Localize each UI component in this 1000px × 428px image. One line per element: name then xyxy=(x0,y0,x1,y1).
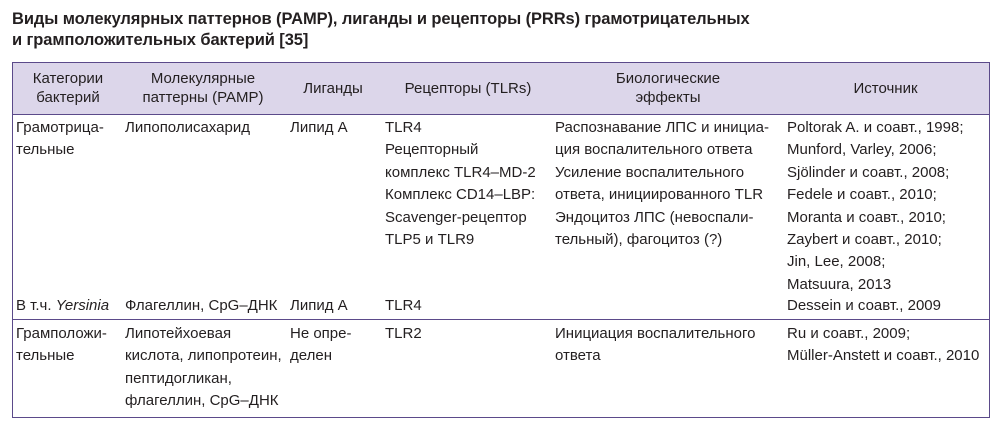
table-cell-ligand: Липид А xyxy=(290,297,348,314)
table-cell-pattern: Липотейхоевая кислота, липопротеин, пептидогликан, флагеллин, CpG–ДНК xyxy=(125,325,282,410)
table-cell-ligand: Липид А xyxy=(290,119,348,136)
header-pattern: Молекулярные паттерны (PAMP) xyxy=(142,70,264,106)
header-effect: Биологические эффекты xyxy=(615,70,721,106)
table-cell-source: Poltorak A. и соавт., 1998; Munford, Varley, 2006; Sjölinder и соавт., 2008; Fedele и соавт., 2010; Moranta и соавт., 2010; Zaybert и соавт., 2010; Jin, Lee, 2008; Matsuura, 2013 xyxy=(787,119,964,293)
table-cell-effect: Инициация воспалительного ответа xyxy=(555,325,756,365)
table-cell-effect: Распознавание ЛПС и инициа- ция воспалительного ответа Усиление воспалительного ответа, инициированного TLR Эндоцитоз ЛПС (невоспали- тельный), фагоцитоз (?) xyxy=(555,119,769,249)
header-source: Источник xyxy=(853,79,918,97)
table-title xyxy=(12,9,992,51)
data-table xyxy=(12,62,990,418)
table-cell-pattern: Липополисахарид xyxy=(125,119,250,136)
species-name: Yersinia xyxy=(55,297,110,314)
table-cell-receptor: TLR2 xyxy=(385,325,422,342)
table-header xyxy=(13,63,989,115)
table-cell-receptor: TLR4 xyxy=(385,297,422,314)
table-cell-pattern: Флагеллин, CpG–ДНК xyxy=(125,297,278,314)
table-cell-category: Грамположи- тельные xyxy=(16,325,107,365)
table-cell-source: Ru и соавт., 2009; Müller-Anstett и соавт., 2010 xyxy=(787,325,980,365)
row-divider xyxy=(13,319,989,320)
header-receptor: Рецепторы (TLRs) xyxy=(404,79,532,97)
header-category: Категории бактерий xyxy=(32,70,104,106)
table-cell-source: Dessein и соавт., 2009 xyxy=(787,297,941,314)
title-line-2: и грамположительных бактерий [35] xyxy=(12,31,309,49)
table-cell-category: Грамотрица- тельные xyxy=(16,119,104,159)
table-cell-receptor: TLR4 Рецепторный комплекс TLR4–MD-2 Комплекс CD14–LBP: Scavenger-рецептор TLP5 и TLR9 xyxy=(385,119,536,249)
table-cell-category: В т.ч. Yersinia xyxy=(16,297,110,314)
title-line-1: Виды молекулярных паттернов (PAMP), лиганды и рецепторы (PRRs) грамотрицательных xyxy=(12,10,750,28)
table-cell-ligand: Не опре- делен xyxy=(290,325,352,365)
header-ligand: Лиганды xyxy=(303,79,363,97)
